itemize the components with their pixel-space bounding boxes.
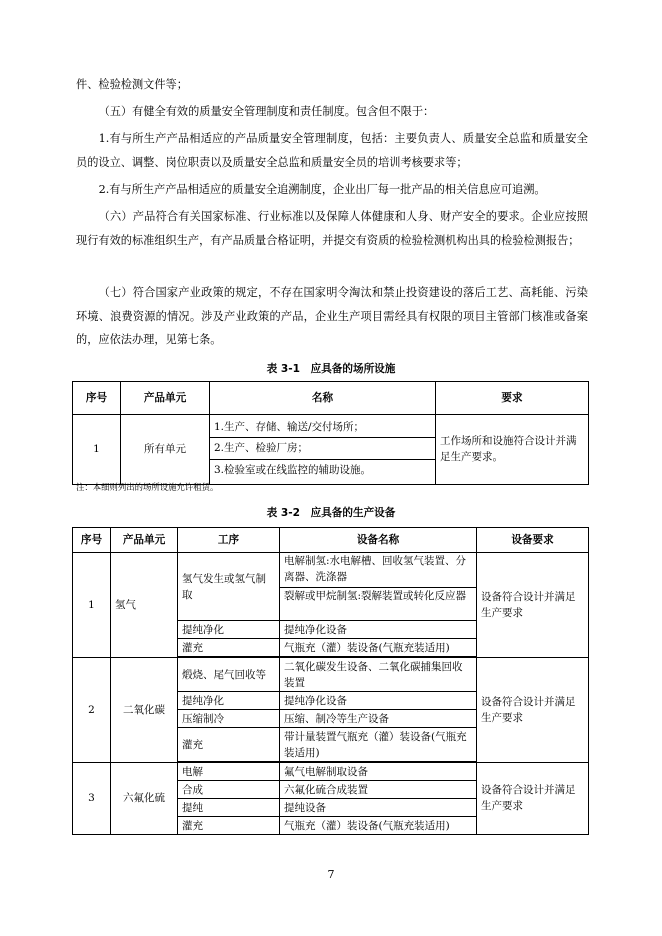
paragraph-item-2: 2.有与所生产产品相适应的质量安全追溯制度，企业出厂每一批产品的相关信息应可追溯。 <box>98 183 546 196</box>
table1-caption: 表 3-1 应具备的场所设施 <box>266 363 396 375</box>
table2-process: 氢气发生或氢气制取 <box>178 553 280 621</box>
paragraph-section-7: （七）符合国家产业政策的规定，不存在国家明令淘汰和禁止投资建设的落后工艺、高耗能、污染环境、浪费资源的情况。涉及产业政策的产品，企业生产项目需经具有权限的项目主管部门核准或备案的，应依法办理，见第七条。 <box>76 286 588 346</box>
table2-equipment: 提纯净化设备 <box>280 621 477 639</box>
table2-process: 灌充 <box>178 728 280 763</box>
table2-equipment <box>280 553 477 621</box>
table2-group1-requirement: 设备符合设计并满足生产要求 <box>477 553 589 658</box>
paragraph-continuation: 件、检验检测文件等； <box>76 78 188 91</box>
table2-caption: 表 3-2 应具备的生产设备 <box>266 507 396 519</box>
table2-equipment-line: 电解制氢:水电解槽、回收氢气装置、分离器、洗涤器 <box>284 555 467 583</box>
table1-header-name: 名称 <box>210 382 436 415</box>
table1-name-line: 3.检验室或在线监控的辅助设施。 <box>210 459 435 480</box>
table-row <box>73 762 589 781</box>
table2-process: 提纯净化 <box>178 621 280 639</box>
table-production-equipment <box>72 527 589 835</box>
table1-name-line: 1.生产、存储、输送/交付场所； <box>214 421 365 433</box>
table1-cell-unit: 所有单元 <box>121 415 210 485</box>
table2-process: 提纯净化 <box>178 692 280 710</box>
paragraph-item-1: 1.有与所生产产品相适应的产品质量安全管理制度，包括：主要负责人、质量安全总监和质量安全员的设立、调整、岗位职责以及质量安全总监和质量安全员的培训考核要求等； <box>76 132 588 169</box>
table-row <box>73 553 589 621</box>
table2-header-process: 工序 <box>178 528 280 553</box>
table2-equipment: 六氟化硫合成装置 <box>280 781 477 799</box>
table1-cell-no: 1 <box>73 415 121 485</box>
table2-equipment: 压缩、制冷等生产设备 <box>280 710 477 728</box>
table2-equipment: 气瓶充（灌）装设备(气瓶充装适用) <box>280 639 477 658</box>
table2-equipment: 提纯净化设备 <box>280 692 477 710</box>
table2-header-unit: 产品单元 <box>111 528 178 553</box>
page-number: 7 <box>327 868 335 881</box>
table1-cell-names <box>210 415 436 485</box>
table2-process: 提纯 <box>178 799 280 817</box>
table2-equipment: 带计量装置气瓶充（灌）装设备(气瓶充装适用) <box>280 728 477 763</box>
table2-group1-unit: 氢气 <box>111 553 178 658</box>
table-row <box>73 415 589 485</box>
table1-header-unit: 产品单元 <box>121 382 210 415</box>
table2-process: 压缩制冷 <box>178 710 280 728</box>
paragraph-section-5: （五）有健全有效的质量安全管理制度和责任制度。包含但不限于： <box>98 105 435 118</box>
table1-cell-requirement: 工作场所和设施符合设计并满足生产要求。 <box>436 415 589 485</box>
table1-note: 注：本细则列出的场所设施允许租赁。 <box>76 482 219 492</box>
table2-header-equipment: 设备名称 <box>280 528 477 553</box>
table1-header-no: 序号 <box>73 382 121 415</box>
table2-process: 合成 <box>178 781 280 799</box>
table2-process: 灌充 <box>178 639 280 658</box>
table2-group3-unit: 六氟化硫 <box>111 762 178 835</box>
table1-header-requirement: 要求 <box>436 382 589 415</box>
table-row <box>73 657 589 692</box>
table2-process: 电解 <box>178 762 280 781</box>
table2-equipment: 氟气电解制取设备 <box>280 762 477 781</box>
table2-group1-no: 1 <box>73 553 111 658</box>
table-site-facilities <box>72 381 589 485</box>
table2-process: 煅烧、尾气回收等 <box>178 657 280 692</box>
paragraph-section-6: （六）产品符合有关国家标准、行业标准以及保障人体健康和人身、财产安全的要求。企业应按照现行有效的标准组织生产，有产品质量合格证明，并提交有资质的检验检测机构出具的检验检测报告； <box>76 210 588 247</box>
table2-equipment: 气瓶充（灌）装设备(气瓶充装适用) <box>280 817 477 835</box>
table2-group2-requirement: 设备符合设计并满足生产要求 <box>477 657 589 762</box>
table2-process: 灌充 <box>178 817 280 835</box>
table1-name-line: 2.生产、检验厂房； <box>210 437 435 460</box>
table2-equipment: 二氧化碳发生设备、二氧化碳捕集回收装置 <box>280 657 477 692</box>
table2-equipment: 提纯设备 <box>280 799 477 817</box>
table2-group3-requirement: 设备符合设计并满足生产要求 <box>477 762 589 835</box>
table2-group2-unit: 二氧化碳 <box>111 657 178 762</box>
table2-header-requirement: 设备要求 <box>477 528 589 553</box>
table2-header-no: 序号 <box>73 528 111 553</box>
table2-group3-no: 3 <box>73 762 111 835</box>
table2-equipment-line: 裂解或甲烷制氢:裂解装置或转化反应器 <box>280 587 476 620</box>
table2-group2-no: 2 <box>73 657 111 762</box>
